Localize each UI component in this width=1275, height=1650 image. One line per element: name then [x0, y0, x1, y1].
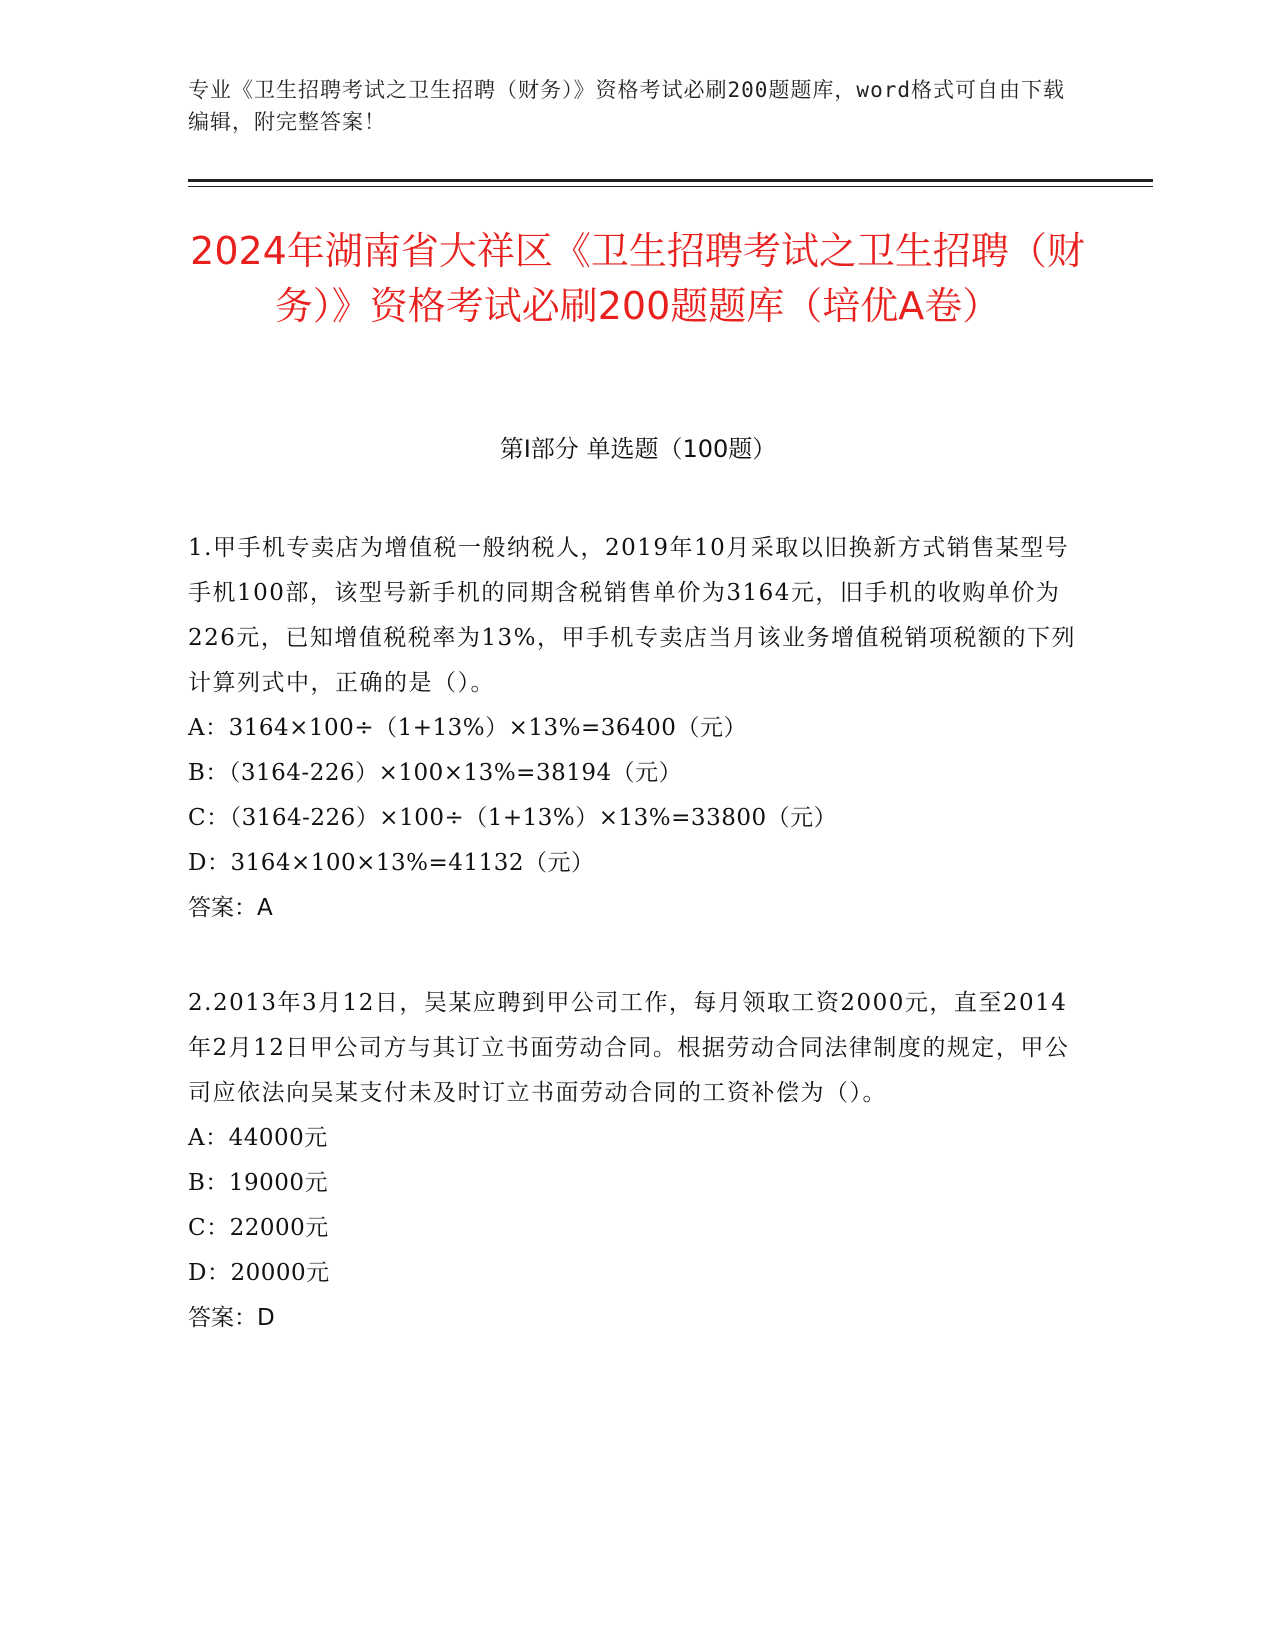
answer: 答案：D — [188, 1305, 275, 1331]
option-c: C：22000元 — [188, 1215, 329, 1241]
header-divider-thick — [188, 179, 1153, 182]
question-stem: 2.2013年3月12日，吴某应聘到甲公司工作，每月领取工资2000元，直至2014年2月12日甲公司方与其订立书面劳动合同。根据劳动合同法律制度的规定，甲公司应依法向吴某支付未及时订立书面劳动合同的工资补偿为（）。 — [188, 990, 1070, 1106]
option-b: B：（3164-226）×100×13%=38194（元） — [188, 760, 683, 786]
answer: 答案：A — [188, 895, 273, 921]
option-a: A：3164×100÷（1+13%）×13%=36400（元） — [188, 715, 747, 741]
header-note: 专业《卫生招聘考试之卫生招聘（财务）》资格考试必刷200题题库，word格式可自由下载编辑，附完整答案！ — [188, 78, 1065, 134]
document-title: 2024年湖南省大祥区《卫生招聘考试之卫生招聘（财务）》资格考试必刷200题题库（培优A卷） — [190, 229, 1085, 328]
header-divider-thin — [188, 186, 1153, 187]
option-b: B：19000元 — [188, 1170, 329, 1196]
option-c: C：（3164-226）×100÷（1+13%）×13%=33800（元） — [188, 805, 838, 831]
option-a: A：44000元 — [188, 1125, 328, 1151]
question-1 — [188, 526, 1088, 931]
question-stem: 1.甲手机专卖店为增值税一般纳税人，2019年10月采取以旧换新方式销售某型号手机100部，该型号新手机的同期含税销售单价为3164元，旧手机的收购单价为226元，已知增值税税率为13%，甲手机专卖店当月该业务增值税销项税额的下列计算列式中，正确的是（）。 — [188, 535, 1077, 696]
question-2 — [188, 981, 1088, 1341]
option-d: D：20000元 — [188, 1260, 330, 1286]
option-d: D：3164×100×13%=41132（元） — [188, 850, 595, 876]
section-title: 第I部分 单选题（100题） — [499, 435, 777, 463]
